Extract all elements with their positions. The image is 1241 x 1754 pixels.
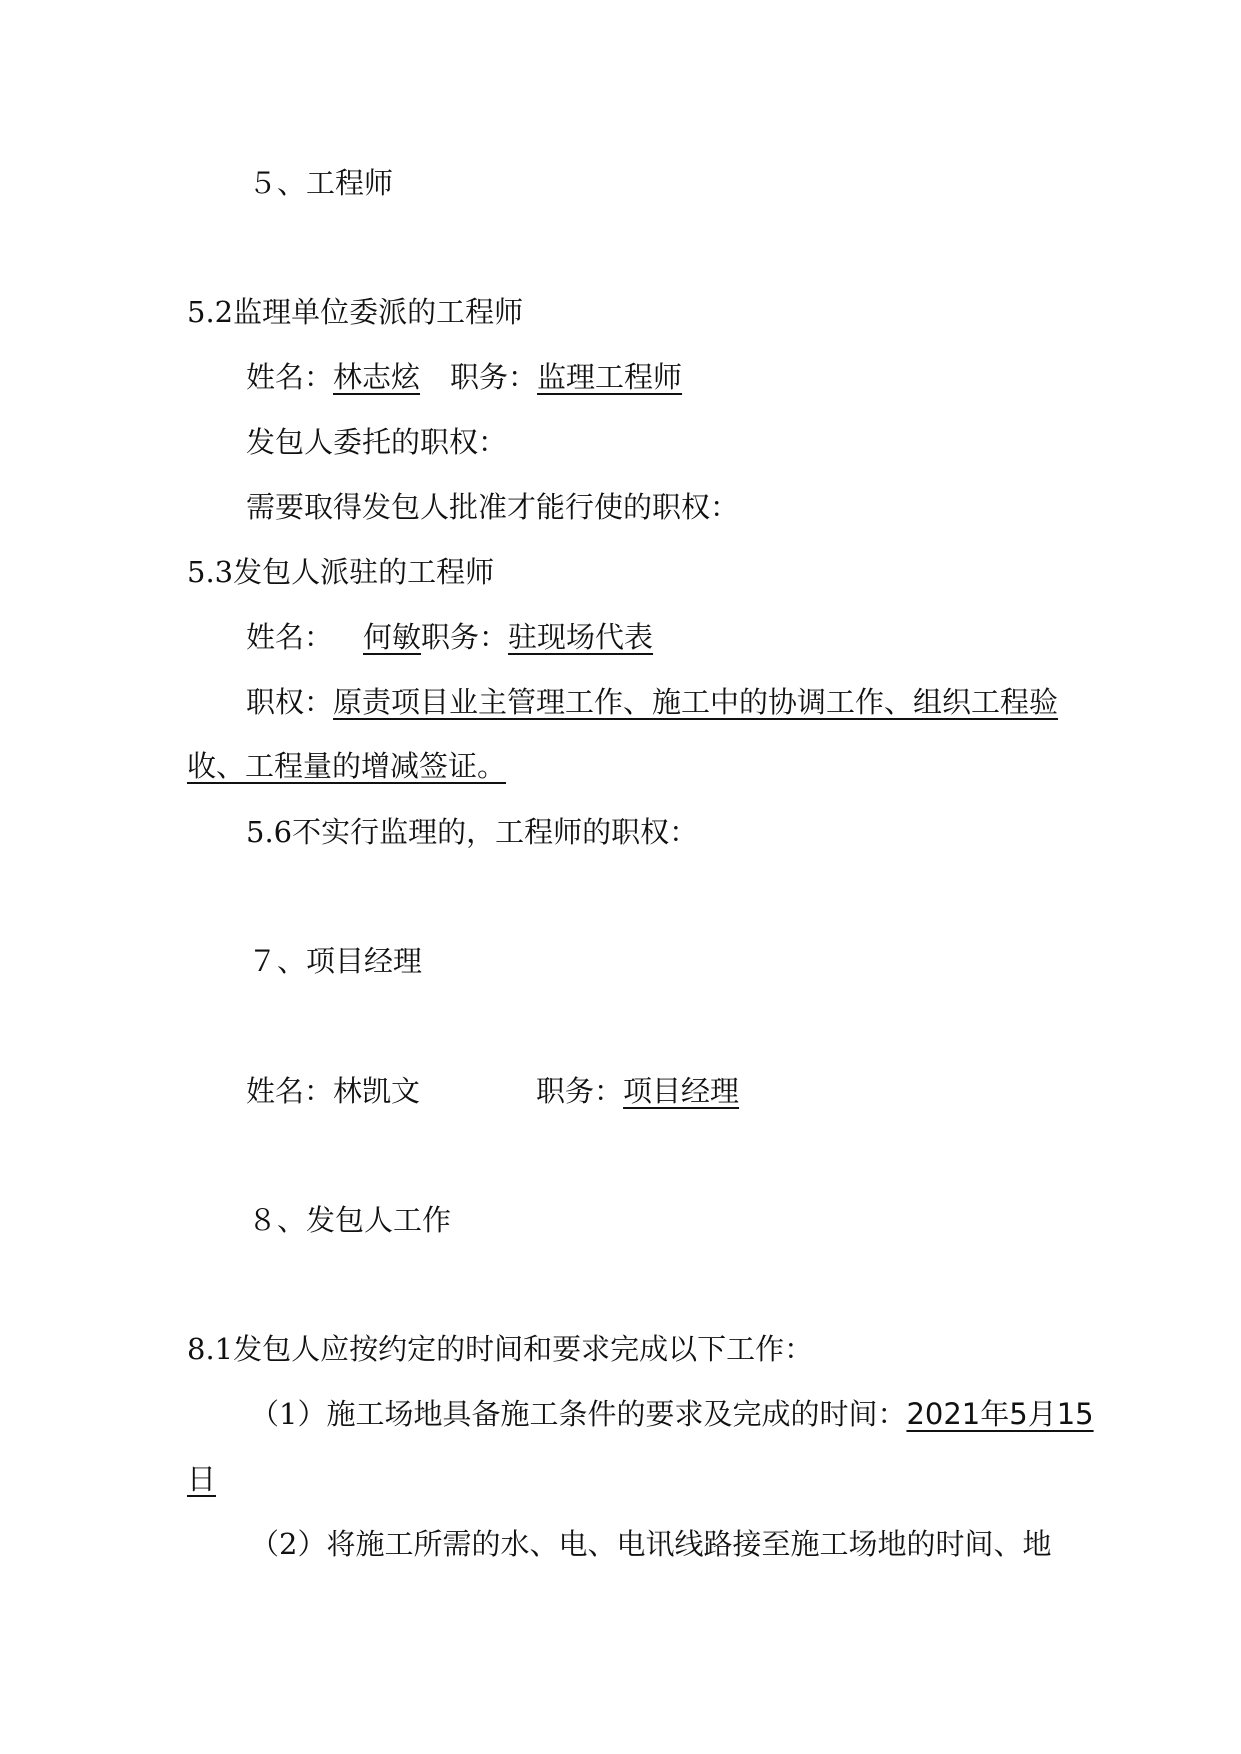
section-5-6-text: 5.6不实行监理的，工程师的职权： bbox=[246, 815, 699, 849]
section-7-name-row bbox=[246, 1071, 739, 1111]
site-ready-date-line-1: 2021年5月15 bbox=[906, 1397, 1094, 1431]
delegated-authority-line: 发包人委托的职权： bbox=[246, 425, 508, 459]
item-1-row bbox=[250, 1394, 1094, 1434]
manager-duty: 项目经理 bbox=[623, 1074, 740, 1108]
manager-name: 林凯文 bbox=[333, 1074, 421, 1108]
representative-duty: 驻现场代表 bbox=[508, 620, 654, 654]
section-5-3-authority-row bbox=[246, 682, 1058, 722]
section-5-heading: ５、工程师 bbox=[248, 166, 394, 200]
duty-label: 职务： bbox=[421, 620, 509, 654]
section-5-2-name-row bbox=[246, 357, 682, 397]
representative-name: 何敏 bbox=[363, 620, 422, 654]
name-label: 姓名： bbox=[246, 360, 334, 394]
site-ready-date-line-2: 日 bbox=[187, 1462, 217, 1496]
duty-label: 职务： bbox=[536, 1074, 624, 1108]
section-7-heading: ７、项目经理 bbox=[248, 944, 423, 978]
engineer-name: 林志炫 bbox=[333, 360, 421, 394]
name-label: 姓名： bbox=[246, 1074, 334, 1108]
section-8-1-title: 8.1发包人应按约定的时间和要求完成以下工作： bbox=[187, 1332, 814, 1366]
item-1-text: （1）施工场地具备施工条件的要求及完成的时间： bbox=[250, 1397, 907, 1431]
name-label: 姓名： bbox=[246, 620, 334, 654]
section-5-3-title: 5.3发包人派驻的工程师 bbox=[187, 555, 495, 589]
item-2-text: （2）将施工所需的水、电、电讯线路接至施工场地的时间、地 bbox=[250, 1527, 1052, 1561]
authority-value-line-2: 收、工程量的增减签证。 bbox=[187, 749, 507, 783]
authority-label: 职权： bbox=[246, 685, 334, 719]
approval-required-authority-line: 需要取得发包人批准才能行使的职权： bbox=[246, 490, 740, 524]
representative-name-field bbox=[333, 620, 421, 654]
section-5-2-title: 5.2监理单位委派的工程师 bbox=[187, 295, 524, 329]
section-8-heading: ８、发包人工作 bbox=[248, 1203, 452, 1237]
section-5-3-name-row bbox=[246, 617, 653, 657]
duty-label: 职务： bbox=[450, 360, 538, 394]
engineer-duty: 监理工程师 bbox=[537, 360, 683, 394]
authority-value-line-1: 原责项目业主管理工作、施工中的协调工作、组织工程验 bbox=[333, 685, 1059, 719]
